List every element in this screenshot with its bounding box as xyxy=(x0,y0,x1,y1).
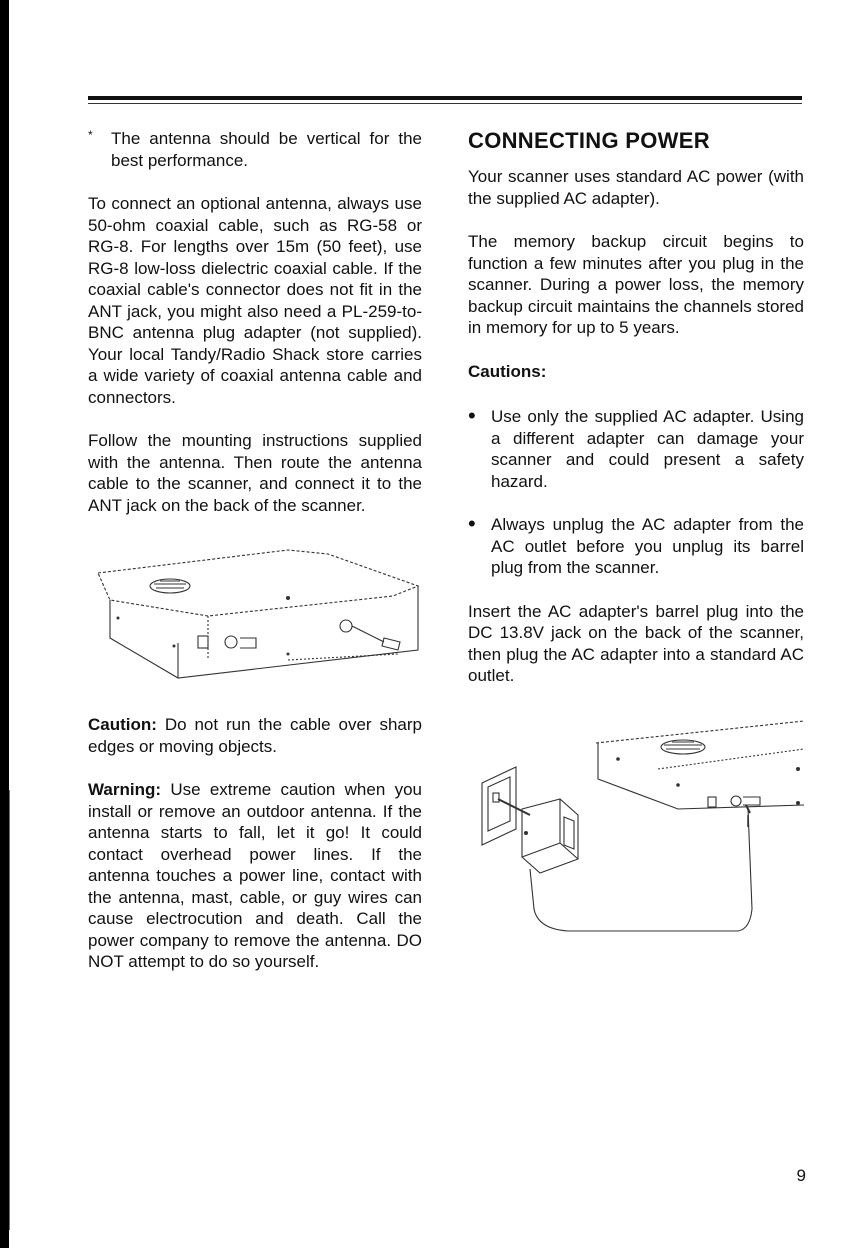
page-edge-scan-mark xyxy=(6,790,10,1230)
cautions-heading: Cautions: xyxy=(468,361,547,381)
caution-item-supplied-adapter xyxy=(468,403,804,492)
scanner-power-illustration xyxy=(468,709,804,939)
paragraph-memory-backup: The memory backup circuit begins to function a few minutes after you plug in the scanner. During a power loss, the memory backup circuit maintains the channels stored in memory for up to 5 years. xyxy=(468,232,804,337)
header-rule-thin xyxy=(88,103,802,104)
paragraph-mounting-instructions: Follow the mounting instructions supplied with the antenna. Then route the antenna cable to the scanner, and connect it to the ANT jack on the back of the scanner. xyxy=(88,431,422,515)
caution-item-text: Use only the supplied AC adapter. Using a different adapter can damage your scanner and could present a safety hazard. xyxy=(491,407,804,491)
bullet-vertical-text: The antenna should be vertical for the best performance. xyxy=(111,129,422,170)
paragraph-ac-power: Your scanner uses standard AC power (with the supplied AC adapter). xyxy=(468,167,804,208)
paragraph-connect-antenna: To connect an optional antenna, always use 50-ohm coaxial cable, such as RG-58 or RG-8. For lengths over 15m (50 feet), use RG-8 low-loss dielectric coaxial cable. If the coaxial cable's connector does not fit in the ANT jack, you might also need a PL-259-to-BNC antenna plug adapter (not supplied). Your local Tandy/Radio Shack store carries a wide variety of coaxial antenna cable and connectors. xyxy=(88,194,422,407)
bullet-dot: • xyxy=(468,403,476,428)
caution-cable xyxy=(88,714,422,757)
scanner-antenna-illustration xyxy=(88,538,422,686)
caution-text: Do not run the cable over sharp edges or moving objects. xyxy=(88,715,422,756)
page-number: 9 xyxy=(796,1166,806,1185)
bullet-dot: • xyxy=(468,511,476,536)
section-heading: CONNECTING POWER xyxy=(468,128,710,153)
warning-label: Warning: xyxy=(88,780,162,799)
header-rule xyxy=(88,96,802,100)
caution-item-text: Always unplug the AC adapter from the AC outlet before you unplug its barrel plug from the scanner. xyxy=(491,515,804,577)
left-column xyxy=(88,128,422,995)
paragraph-insert-barrel-plug: Insert the AC adapter's barrel plug into the DC 13.8V jack on the back of the scanner, then plug the AC adapter into a standard AC outlet. xyxy=(468,601,804,685)
right-column xyxy=(468,128,804,939)
bullet-vertical-antenna xyxy=(88,128,422,171)
caution-label: Caution: xyxy=(88,715,157,734)
caution-item-unplug-adapter xyxy=(468,511,804,579)
warning-outdoor-antenna xyxy=(88,779,422,973)
bullet-marker: * xyxy=(88,128,93,142)
warning-text: Use extreme caution when you install or remove an outdoor antenna. If the antenna starts to fall, let it go! It could contact overhead power lines. If the antenna touches a power line, contact with the antenna, mast, cable, or guy wires can cause electrocution and death. Call the power company to remove the antenna. DO NOT attempt to do so yourself. xyxy=(88,780,422,971)
